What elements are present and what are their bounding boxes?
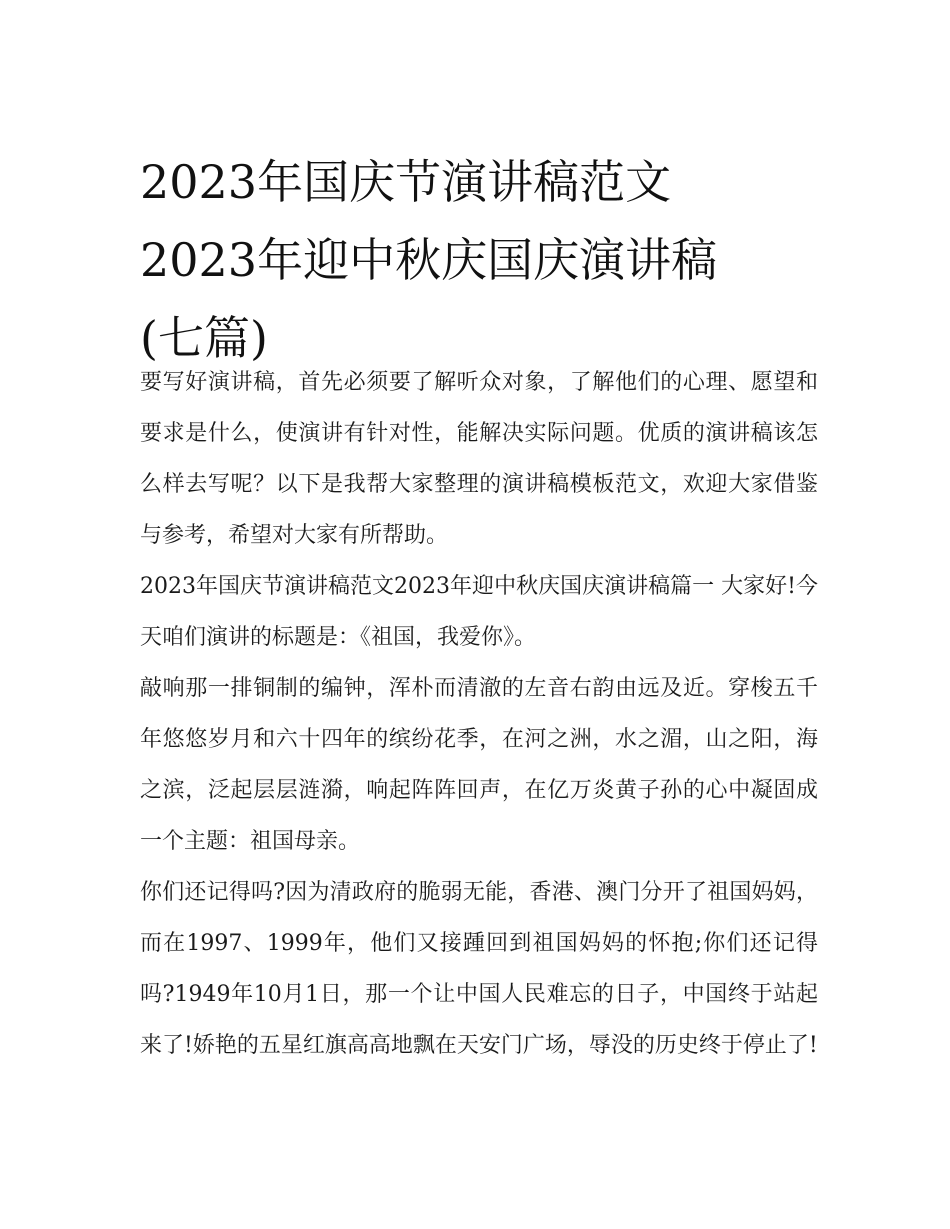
paragraph-history: 你们还记得吗?因为清政府的脆弱无能，香港、澳门分开了祖国妈妈，而在1997、1999年，他们又接踵回到祖国妈妈的怀抱;你们还记得吗?1949年10月1日，那一个让中国人民难忘的日子，中国终于站起来了!娇艳的五星红旗高高地飘在天安门广场，辱没的历史终于停止了! [140,880,818,1058]
title-line-2: 2023年迎中秋庆国庆演讲稿 [140,232,718,287]
document-title [140,143,830,377]
title-line-1: 2023年国庆节演讲稿范文 [140,154,672,209]
document-body [140,357,818,1071]
paragraph-greeting: 2023年国庆节演讲稿范文2023年迎中秋庆国庆演讲稿篇一 大家好!今天咱们演讲的标题是：《祖国，我爱你》。 [140,574,818,650]
paragraph-bells: 敲响那一排铜制的编钟，浑朴而清澈的左音右韵由远及近。穿梭五千年悠悠岁月和六十四年的缤纷花季，在河之洲，水之湄，山之阳，海之滨，泛起层层涟漪，响起阵阵回声，在亿万炎黄子孙的心中凝固成一个主题：祖国母亲。 [140,676,818,854]
title-line-3: (七篇) [140,310,268,365]
paragraph-intro: 要写好演讲稿，首先必须要了解听众对象，了解他们的心理、愿望和要求是什么，使演讲有针对性，能解决实际问题。优质的演讲稿该怎么样去写呢？以下是我帮大家整理的演讲稿模板范文，欢迎大家借鉴与参考，希望对大家有所帮助。 [140,370,818,548]
